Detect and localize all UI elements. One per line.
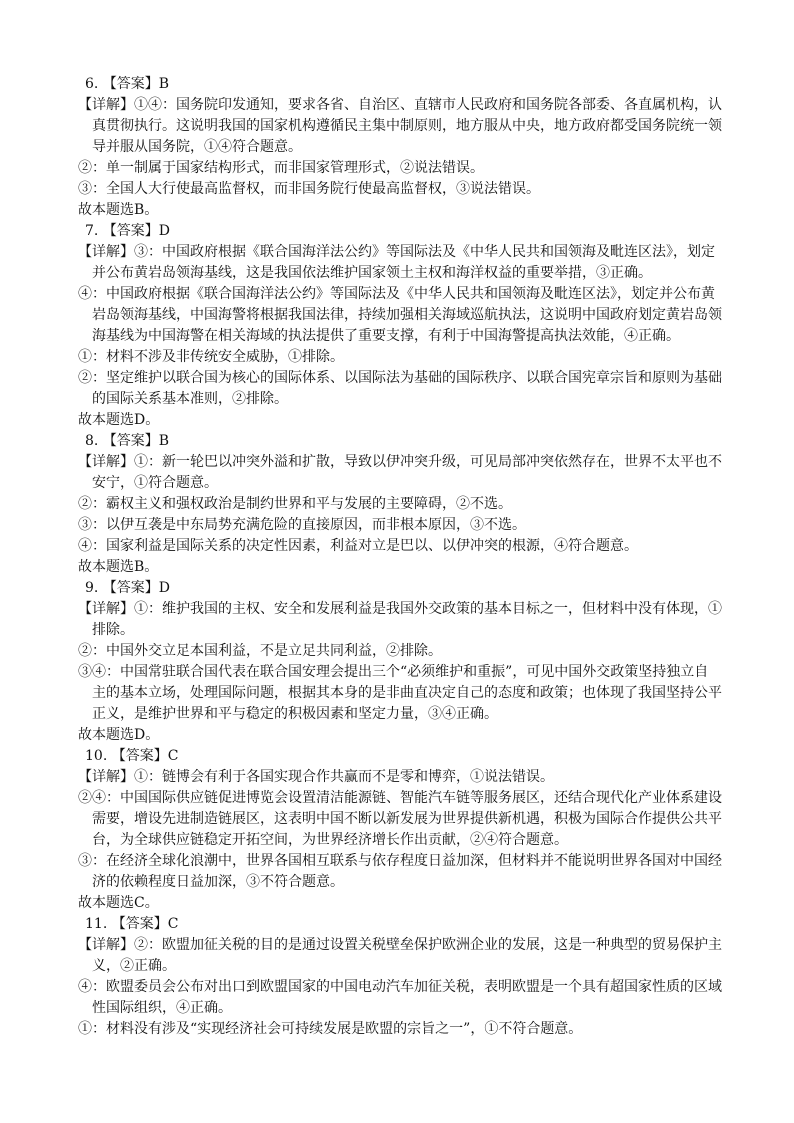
- explanation-line: 海基线为中国海警在相关海域的执法提供了重要支撑，有利于中国海警提高执法效能，④正确。: [92, 328, 680, 344]
- question-block-q10: [78, 746, 724, 914]
- question-block-q7: [78, 221, 724, 431]
- explanation-line: ②：霸权主义和强权政治是制约世界和平与发展的主要障碍，②不选。: [78, 496, 512, 512]
- explanation-line: ①：材料不涉及非传统安全威胁，①排除。: [78, 349, 344, 365]
- detail-line: 【详解】③：中国政府根据《联合国海洋法公约》等国际法及《中华人民共和国领海及毗连区法》，划定: [78, 244, 715, 260]
- explanation-line: ③④：中国常驻联合国代表在联合国安理会提出三个“必须维护和重振”，可见中国外交政策坚持独立自: [78, 664, 709, 680]
- explanation-line: 需要，增设先进制造链展区，这表明中国不断以新发展为世界提供新机遇，积极为国际合作提供公共平: [92, 811, 722, 827]
- detail-line: 【详解】①：维护我国的主权、安全和发展利益是我国外交政策的基本目标之一，但材料中没有体现，①: [78, 601, 722, 617]
- question-block-q6: [78, 74, 724, 221]
- detail-line: 【详解】②：欧盟加征关税的目的是通过设置关税壁垒保护欧洲企业的发展，这是一种典型的贸易保护主: [78, 937, 722, 953]
- explanation-line: ④：中国政府根据《联合国海洋法公约》等国际法及《中华人民共和国领海及毗连区法》，划定并公布黄: [78, 286, 715, 302]
- detail-line: 【详解】①：新一轮巴以冲突外溢和扩散，导致以伊冲突升级，可见局部冲突依然存在，世界不太平也不: [78, 454, 722, 470]
- explanation-line: 台，为全球供应链稳定开拓空间，为世界经济增长作出贡献，②④符合题意。: [92, 832, 568, 848]
- explanation-line: 并公布黄岩岛领海基线，这是我国依法维护国家领土主权和海洋权益的重要举措，③正确。: [92, 265, 652, 281]
- question-block-q8: [78, 431, 724, 578]
- explanation-line: ④：欧盟委员会公布对出口到欧盟国家的中国电动汽车加征关税，表明欧盟是一个具有超国家性质的区域: [78, 979, 722, 995]
- answer-header: 6. 【答案】B: [85, 76, 170, 92]
- explanation-line: 故本题选B。: [78, 559, 159, 575]
- explanation-line: 济的依赖程度日益加深，③不符合题意。: [92, 874, 344, 890]
- question-block-q9: [78, 578, 724, 746]
- explanation-line: ③：以伊互袭是中东局势充满危险的直接原因，而非根本原因，③不选。: [78, 517, 526, 533]
- answer-header: 10. 【答案】C: [85, 748, 179, 764]
- explanation-line: 安宁，①符合题意。: [92, 475, 218, 491]
- explanation-line: ②：坚定维护以联合国为核心的国际体系、以国际法为基础的国际秩序、以联合国宪章宗旨和原则为基础: [78, 370, 722, 386]
- explanation-line: ②④：中国国际供应链促进博览会设置清洁能源链、智能汽车链等服务展区，还结合现代化产业体系建设: [78, 790, 722, 806]
- explanation-line: 故本题选B。: [78, 202, 159, 218]
- answer-header: 9. 【答案】D: [85, 580, 171, 596]
- explanation-line: 故本题选D。: [78, 727, 160, 743]
- explanation-line: 主的基本立场，处理国际问题，根据其本身的是非曲直决定自己的态度和政策；也体现了我国坚持公平: [92, 685, 722, 701]
- explanation-line: ④：国家利益是国际关系的决定性因素，利益对立是巴以、以伊冲突的根源，④符合题意。: [78, 538, 638, 554]
- explanation-line: 义，②正确。: [92, 958, 176, 974]
- explanation-line: 故本题选D。: [78, 412, 160, 428]
- explanation-line: 导并服从国务院，①④符合题意。: [92, 139, 302, 155]
- explanation-line: ③：全国人大行使最高监督权，而非国务院行使最高监督权，③说法错误。: [78, 181, 540, 197]
- explanation-line: 性国际组织，④正确。: [92, 1000, 232, 1016]
- answer-header: 7. 【答案】D: [85, 223, 171, 239]
- explanation-line: 故本题选C。: [78, 895, 159, 911]
- explanation-line: ③：在经济全球化浪潮中，世界各国相互联系与依存程度日益加深，但材料并不能说明世界各国对中国经: [78, 853, 722, 869]
- explanation-line: 排除。: [92, 622, 134, 638]
- explanation-line: ②：单一制属于国家结构形式，而非国家管理形式，②说法错误。: [78, 160, 484, 176]
- explanation-line: ②：中国外交立足本国利益，不是立足共同利益，②排除。: [78, 643, 442, 659]
- explanation-line: ①：材料没有涉及“实现经济社会可持续发展是欧盟的宗旨之一”，①不符合题意。: [78, 1021, 583, 1037]
- question-block-q11: [78, 914, 724, 1040]
- explanation-line: 岩岛领海基线，中国海警将根据我国法律，持续加强相关海域巡航执法，这说明中国政府划定黄岩岛领: [92, 307, 722, 323]
- detail-line: 【详解】①④：国务院印发通知，要求各省、自治区、直辖市人民政府和国务院各部委、各直属机构，认: [78, 97, 722, 113]
- explanation-line: 正义，是维护世界和平与稳定的积极因素和坚定力量，③④正确。: [92, 706, 498, 722]
- answer-header: 11. 【答案】C: [85, 916, 179, 932]
- answer-document: [78, 74, 724, 1040]
- explanation-line: 真贯彻执行。这说明我国的国家机构遵循民主集中制原则，地方服从中央，地方政府都受国务院统一领: [92, 118, 722, 134]
- answer-header: 8. 【答案】B: [85, 433, 170, 449]
- explanation-line: 的国际关系基本准则，②排除。: [92, 391, 288, 407]
- detail-line: 【详解】①：链博会有利于各国实现合作共赢而不是零和博弈，①说法错误。: [78, 769, 554, 785]
